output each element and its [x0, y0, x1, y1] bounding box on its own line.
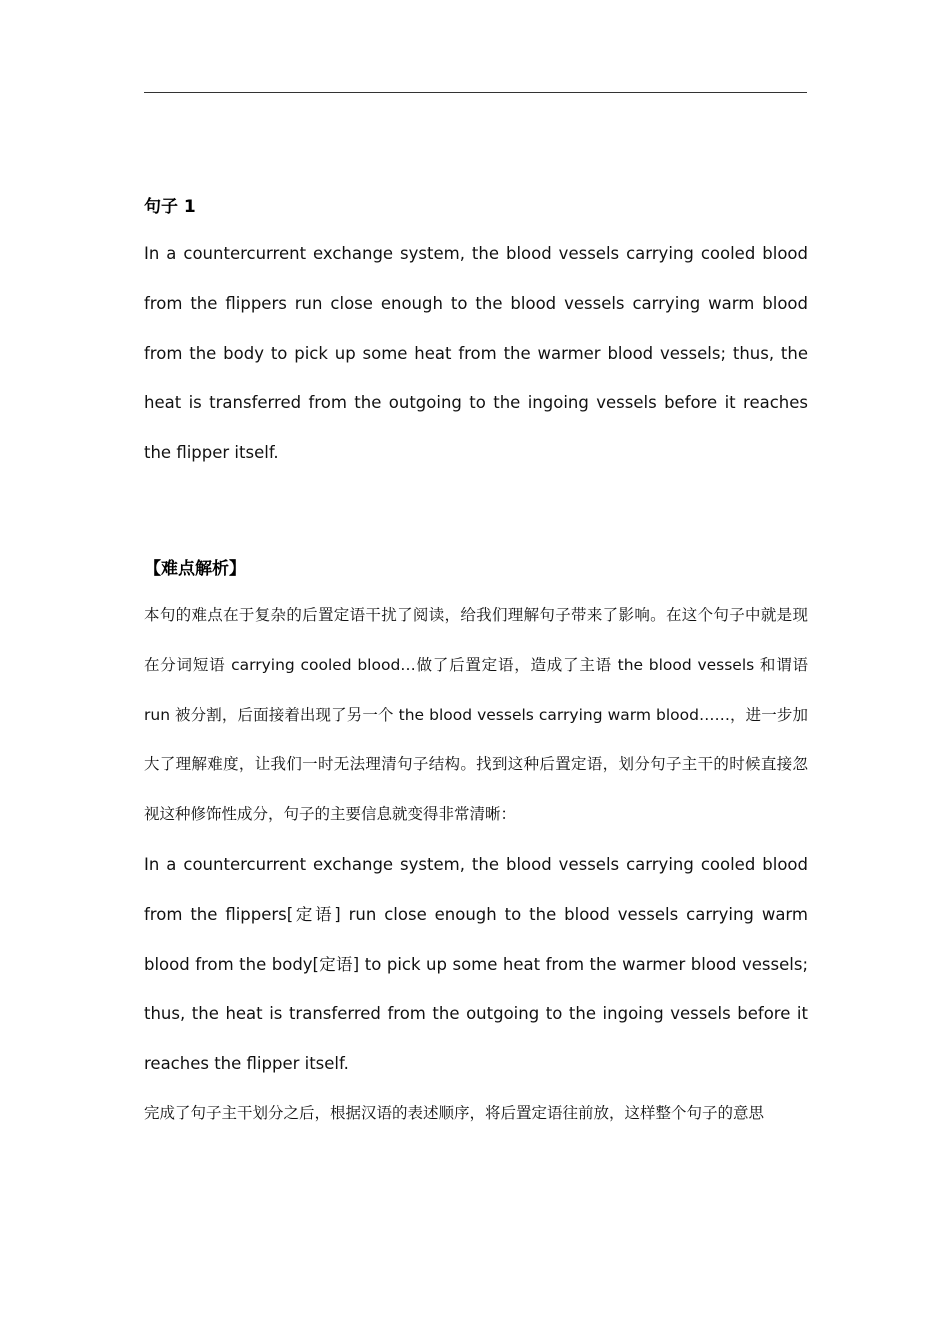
- conclusion-paragraph: 完成了句子主干划分之后，根据汉语的表述顺序，将后置定语往前放，这样整个句子的意思: [144, 1103, 765, 1122]
- analysis-paragraph: 本句的难点在于复杂的后置定语干扰了阅读，给我们理解句子带来了影响。在这个句子中就是现在分词短语 carrying cooled blood…做了后置定语，造成了主语 the blood vessels 和谓语 run 被分割，后面接着出现了另一个 the blood vessels carrying warm blood……，进一步加大了理解难度，让我们一时无法理清句子结构。找到这种后置定语，划分句子主干的时候直接忽视这种修饰性成分，句子的主要信息就变得非常清晰：: [144, 605, 808, 824]
- header-rule: [144, 92, 807, 93]
- section-heading-analysis: 【难点解析】: [144, 558, 246, 579]
- example-sentence: In a countercurrent exchange system, the blood vessels carrying cooled blood from the flippers run close enough to the blood vessels carrying warm blood from the body to pick up some heat from the warmer blood vessels; thus, the heat is transferred from the outgoing to the ingoing vessels before it reaches the flipper itself.: [144, 244, 808, 463]
- document-body: [144, 185, 808, 1139]
- section-heading-sentence-1: 句子 1: [144, 197, 196, 217]
- annotated-sentence: In a countercurrent exchange system, the blood vessels carrying cooled blood from the flippers[定语] run close enough to the blood vessels carrying warm blood from the body[定语] to pick up some heat from the warmer blood vessels; thus, the heat is transferred from the outgoing to the ingoing vessels before it reaches the flipper itself.: [144, 854, 808, 1074]
